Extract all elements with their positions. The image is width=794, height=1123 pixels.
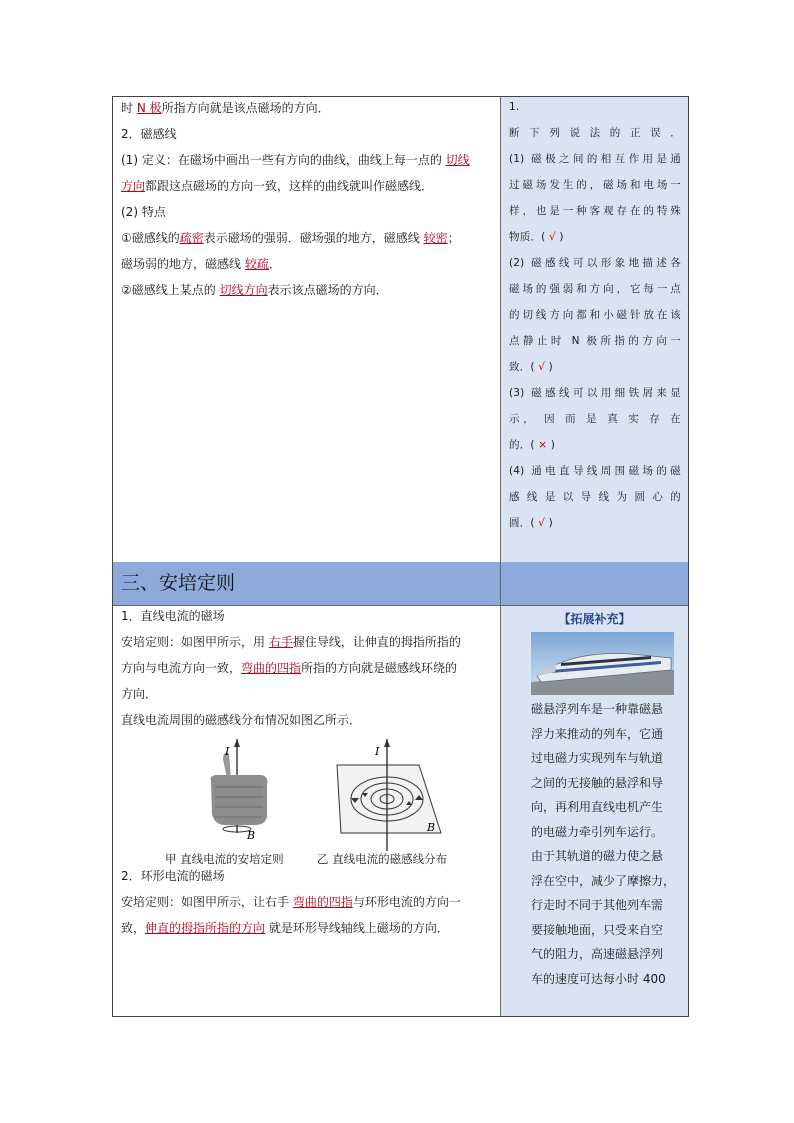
current-label-right: I — [375, 745, 380, 758]
extension-line: 过电磁力实现列车与轨道 — [531, 751, 664, 765]
extension-line: 之间的无接触的悬浮和导 — [531, 775, 664, 790]
text-line — [121, 869, 225, 883]
text-run: ； — [447, 231, 460, 245]
quiz-line — [509, 283, 681, 296]
quiz-cell — [501, 97, 688, 562]
text-run: 方向与电流方向一致， — [121, 661, 242, 675]
text-line — [121, 713, 361, 727]
text-run: 2．磁感线 — [121, 127, 177, 141]
text-run: 时 — [121, 101, 137, 115]
quiz-line — [509, 413, 681, 426]
text-line — [121, 231, 460, 245]
quiz-line — [509, 205, 681, 218]
text-line — [121, 687, 157, 701]
text-run: (2) 特点 — [121, 205, 166, 219]
text-run: (4) 通电直导线周围磁场的磁 — [509, 465, 681, 477]
text-run: 致．( — [509, 361, 539, 373]
text-line — [121, 661, 457, 675]
text-run: 1．直线电流的磁场 — [121, 609, 225, 623]
key-term: 切线方向 — [219, 283, 268, 297]
current-label-left: I — [225, 745, 230, 758]
text-run: 圆．( — [509, 517, 539, 529]
text-run: 2．环形电流的磁场 — [121, 869, 225, 883]
text-run: 断下列说法的正误． — [509, 127, 681, 139]
text-run: 直线电流周围的磁感线分布情况如图乙所示． — [121, 713, 362, 727]
section-title: 三、安培定则 — [121, 572, 236, 594]
key-term: 较疏 — [244, 257, 269, 271]
extension-line: 浮力来推动的列车，它通 — [531, 726, 664, 741]
extension-heading: 【拓展补充】 — [558, 612, 631, 626]
key-term: 弯曲的四指 — [241, 661, 302, 675]
quiz-line — [509, 361, 681, 374]
maglev-train-image — [531, 632, 674, 695]
text-run: (3) 磁感线可以用细铁屑来显 — [509, 387, 681, 399]
text-run: 与环形电流的方向一 — [352, 895, 461, 909]
text-run: 表示该点磁场的方向． — [267, 283, 388, 297]
text-line — [121, 179, 433, 193]
text-run: 示， 因 而 是 真 实 存 在 — [509, 413, 681, 425]
extension-line: 要接触地面，只受来自空 — [531, 922, 664, 937]
key-term: 方向 — [121, 179, 146, 193]
content-table — [112, 96, 689, 1017]
quiz-line — [509, 153, 681, 166]
field-label-left: B — [247, 829, 256, 842]
section-header-row — [113, 562, 688, 606]
text-run: 安培定则：如图甲所示，让右手 — [121, 895, 293, 909]
key-term: 弯曲的四指 — [292, 895, 353, 909]
text-line — [121, 153, 470, 167]
text-run: 磁场弱的地方，磁感线 — [121, 257, 245, 271]
text-run: 样，也是一种客观存在的特殊 — [509, 205, 681, 217]
text-run: ②磁感线上某点的 — [121, 283, 220, 297]
ampere-text-cell — [113, 606, 501, 1016]
text-line — [121, 101, 330, 115]
text-run: 方向． — [121, 687, 158, 701]
text-line — [121, 283, 388, 297]
text-line — [121, 921, 449, 935]
quiz-line — [509, 465, 681, 478]
text-run: 过磁场发生的，磁场和电场一 — [509, 179, 681, 191]
caption-left: 甲 直线电流的安培定则 — [165, 852, 284, 866]
quiz-line — [509, 517, 681, 530]
key-term: 伸直的拇指所指的方向 — [145, 921, 266, 935]
text-run: ) — [555, 231, 564, 243]
extension-line: 气的阻力，高速磁悬浮列 — [531, 947, 664, 961]
text-run: (1) 定义：在磁场中画出一些有方向的曲线，曲线上每一点的 — [121, 153, 446, 167]
quiz-line — [509, 439, 681, 452]
answer-mark: √ — [538, 517, 546, 529]
text-run: 安培定则：如图甲所示，用 — [121, 635, 269, 649]
row-magnetic-lines — [113, 97, 688, 563]
quiz-line — [509, 309, 681, 322]
text-line — [121, 257, 281, 271]
quiz-line — [509, 257, 681, 270]
text-run: 就是环形导线轴线上磁场的方向． — [265, 921, 449, 935]
quiz-line — [509, 387, 681, 400]
text-run: 感 线 是 以 导 线 为 圆 心 的 — [509, 491, 681, 503]
caption-right: 乙 直线电流的磁感线分布 — [317, 852, 448, 866]
key-term: 右手 — [268, 635, 293, 649]
extension-line: 的电磁力牵引列车运行。 — [531, 824, 664, 839]
text-run: 表示磁场的强弱．磁场强的地方，磁感线 — [203, 231, 424, 245]
section-header-cell — [113, 562, 501, 605]
key-term: 较密 — [423, 231, 448, 245]
text-run: ) — [547, 439, 556, 451]
text-run: (1) 磁极之间的相互作用是通 — [509, 153, 681, 165]
section-header-empty-cell — [501, 562, 688, 605]
extension-line: 向，再利用直线电机产生 — [531, 800, 664, 814]
key-term: 切线 — [445, 153, 470, 167]
extension-line: 车的速度可达每小时 400 — [531, 971, 666, 986]
right-hand-illustration — [211, 739, 268, 833]
quiz-line — [509, 335, 681, 348]
text-run: ． — [268, 257, 281, 271]
quiz-line — [509, 101, 681, 114]
ampere-figure — [165, 739, 465, 851]
text-line — [121, 205, 166, 219]
magnet-text-cell — [113, 97, 501, 562]
extension-line: 由于其轨道的磁力使之悬 — [531, 849, 664, 863]
text-run: 所指的方向就是磁感线环绕的 — [301, 661, 458, 675]
extension-line: 磁悬浮列车是一种靠磁悬 — [531, 702, 664, 716]
text-run: 都跟这点磁场的方向一致，这样的曲线就叫作磁感线． — [145, 179, 434, 193]
key-term: N 极 — [136, 101, 162, 115]
text-run: ) — [545, 361, 553, 373]
answer-mark: √ — [538, 361, 546, 373]
quiz-line — [509, 179, 681, 192]
text-run: 物质．( — [509, 231, 549, 243]
text-run: 握住导线，让伸直的拇指所指的 — [292, 635, 461, 649]
text-run: ) — [545, 517, 553, 529]
text-line — [121, 609, 225, 623]
quiz-line — [509, 491, 681, 504]
text-run: 致， — [121, 921, 146, 935]
text-line — [121, 127, 177, 141]
text-run: 点静止时 N 极所指的方向一 — [509, 335, 681, 347]
text-run: ①磁感线的 — [121, 231, 180, 245]
quiz-line — [509, 127, 681, 140]
text-run: 的．( — [509, 439, 539, 451]
text-line — [121, 635, 461, 649]
quiz-line — [509, 231, 681, 244]
text-run: 的切线方向都和小磁针放在该 — [509, 309, 681, 321]
text-run: 所指方向就是该点磁场的方向． — [161, 101, 330, 115]
answer-mark: × — [538, 439, 548, 451]
extension-line: 浮在空中，减少了摩擦力， — [531, 873, 676, 888]
key-term: 疏密 — [179, 231, 204, 245]
text-run: 磁场的强弱和方向，它每一点 — [509, 283, 681, 295]
field-label-right: B — [427, 821, 436, 834]
answer-mark: √ — [548, 231, 556, 243]
text-run: 1. — [509, 101, 520, 113]
field-lines-illustration — [337, 739, 441, 851]
text-run: (2) 磁感线可以形象地描述各 — [509, 257, 681, 269]
text-line — [121, 895, 461, 909]
extension-line: 行走时不同于其他列车需 — [531, 898, 664, 912]
